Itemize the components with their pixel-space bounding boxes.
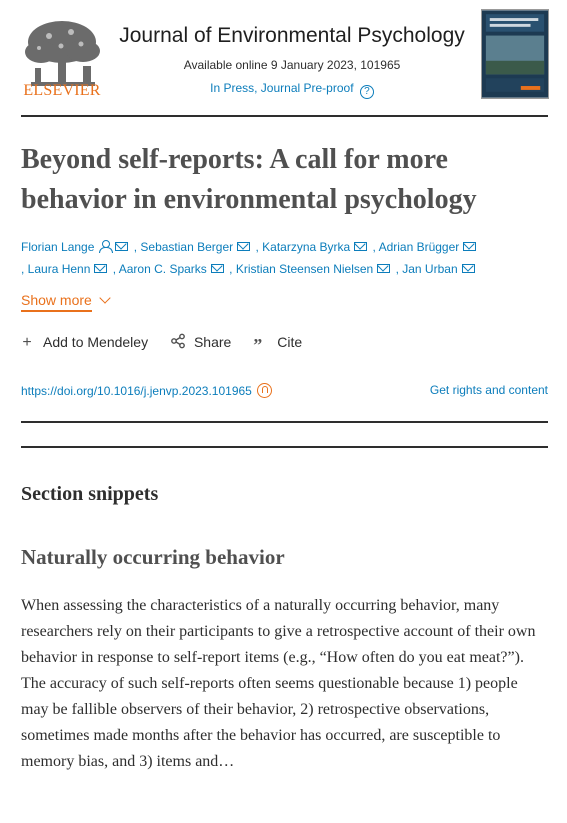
publication-status-label: In Press, Journal Pre-proof [210, 81, 354, 95]
mail-icon[interactable] [377, 264, 390, 273]
section-subheading: Naturally occurring behavior [21, 545, 285, 569]
cite-button[interactable]: ” Cite [253, 334, 303, 355]
author-name[interactable]: Aaron C. Sparks [118, 262, 207, 276]
journal-title-link[interactable]: Journal of Environmental Psychology [119, 24, 465, 47]
author-name[interactable]: Kristian Steensen Nielsen [235, 262, 374, 276]
section-divider [21, 446, 548, 448]
journal-cover[interactable] [481, 9, 549, 99]
article-title: Beyond self-reports: A call for more behavior in environmental psychology [21, 144, 477, 215]
author-name[interactable]: Katarzyna Byrka [262, 240, 351, 254]
mail-icon[interactable] [94, 264, 107, 273]
author-item[interactable]: , Aaron C. Sparks [113, 262, 226, 276]
author-item[interactable]: , Sebastian Berger [134, 240, 252, 254]
mail-icon[interactable] [354, 242, 367, 251]
author-item[interactable]: , Katarzyna Byrka [255, 240, 369, 254]
author-name[interactable]: Florian Lange [21, 240, 95, 254]
author-item[interactable]: , Kristian Steensen Nielsen [229, 262, 392, 276]
author-item[interactable]: , Laura Henn [21, 262, 109, 276]
cite-icon: ” [253, 335, 263, 355]
author-name[interactable]: Sebastian Berger [140, 240, 234, 254]
author-item[interactable]: , Jan Urban [396, 262, 477, 276]
mail-icon[interactable] [462, 264, 475, 273]
mail-icon[interactable] [463, 242, 476, 251]
mail-icon[interactable] [211, 264, 224, 273]
section-snippet-text: When assessing the characteristics of a naturally occurring behavior, many researchers rely on their participants to give a retrospective account of their own behavior in response to self-report items (e.g., “How often do you eat meat?”). The accuracy of such self-reports often seems questionable because 1) people may be fallible observers of their behavior, 2) retrospective observations, sometimes made months after the behavior has occurred, are susceptible to memory bias, and 3) items and… [21, 597, 536, 770]
add-to-mendeley-button[interactable]: + Add to Mendeley [22, 334, 149, 351]
doi-link-row [21, 383, 272, 398]
rights-link[interactable]: Get rights and content [429, 383, 548, 397]
author-name[interactable]: Jan Urban [402, 262, 458, 276]
availability-text: Available online 9 January 2023, 101965 [183, 58, 401, 72]
article-info-divider [21, 421, 548, 423]
author-list [21, 236, 548, 280]
mail-icon[interactable] [237, 242, 250, 251]
help-icon[interactable]: ? [360, 85, 374, 99]
section-heading: Section snippets [21, 483, 159, 505]
author-item[interactable]: , Adrian Brügger [373, 240, 479, 254]
plus-icon: + [22, 334, 32, 351]
doi-link[interactable]: https://doi.org/10.1016/j.jenvp.2023.101965 [21, 384, 252, 398]
open-access-icon [257, 383, 272, 398]
author-name[interactable]: Adrian Brügger [378, 240, 460, 254]
show-more-label: Show more [21, 292, 92, 312]
publisher-wordmark[interactable]: ELSEVIER [23, 82, 101, 99]
article-actions [21, 333, 320, 356]
chevron-down-icon [99, 292, 110, 303]
header-divider [21, 115, 548, 117]
share-button[interactable]: Share [170, 333, 231, 350]
journal-header [0, 0, 567, 116]
publication-status [108, 81, 476, 99]
author-name[interactable]: Laura Henn [27, 262, 91, 276]
author-item[interactable] [21, 240, 130, 254]
show-more-button[interactable] [21, 292, 109, 308]
share-icon [170, 333, 186, 349]
mail-icon[interactable] [115, 242, 128, 251]
person-icon[interactable] [99, 240, 111, 252]
